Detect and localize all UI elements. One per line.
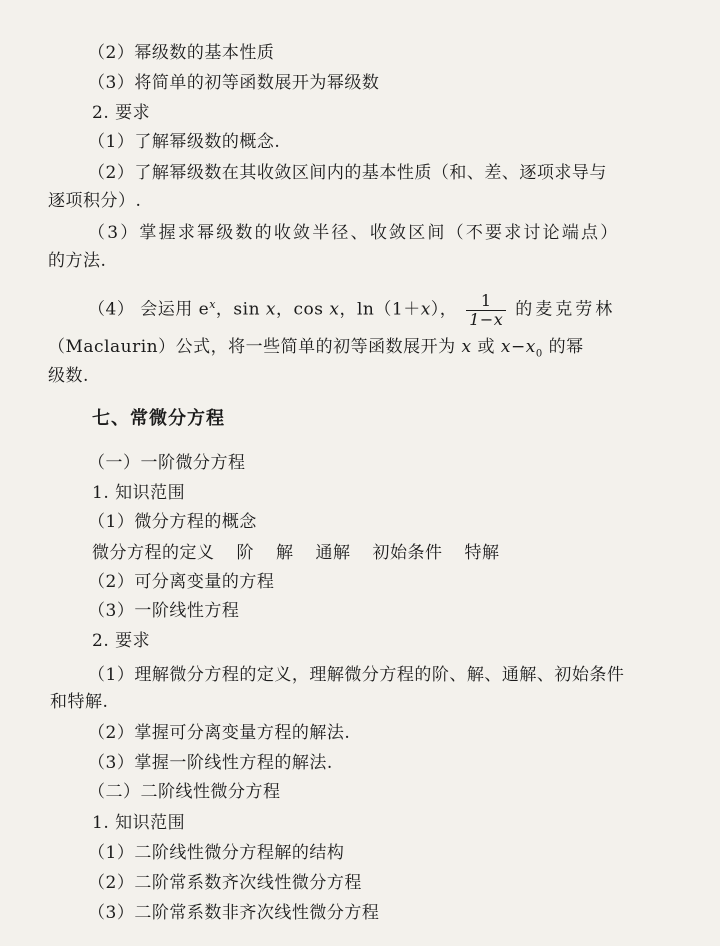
text-line: （3）掌握一阶线性方程的解法. <box>88 753 333 773</box>
text-line: 1. 知识范围 <box>92 813 186 833</box>
fraction: $\frac{1}{1-x}$ <box>466 292 506 329</box>
text-line: （一）一阶微分方程 <box>88 453 246 473</box>
text-line: 1. 知识范围 <box>92 483 186 503</box>
text-line: （3）将简单的初等函数展开为幂级数 <box>88 73 380 93</box>
text-line: （2）幂级数的基本性质 <box>88 43 275 63</box>
text-line: （二）二阶线性微分方程 <box>88 782 281 802</box>
text-line: 2. 要求 <box>92 103 151 123</box>
text-line: （3）掌握求幂级数的收敛半径、收敛区间（不要求讨论端点） <box>88 223 620 243</box>
text-line: （2）可分离变量的方程 <box>88 572 275 592</box>
text-line: （3）二阶常系数非齐次线性微分方程 <box>88 903 380 923</box>
text-line: （3）一阶线性方程 <box>88 601 240 621</box>
text-line: （Maclaurin）公式，将一些简单的初等函数展开为 x 或 $x-x_0$ 的幂 <box>48 337 584 360</box>
terms-line: 微分方程的定义 阶 解 通解 初始条件 特解 <box>92 543 500 563</box>
text-line: （2）了解幂级数在其收敛区间内的基本性质（和、差、逐项求导与 <box>88 163 607 183</box>
text-line: 的方法. <box>48 251 107 271</box>
text-line: （1）二阶线性微分方程解的结构 <box>88 843 345 863</box>
text-line: 和特解. <box>50 692 109 712</box>
text-line: 逐项积分）. <box>48 191 142 211</box>
text-line: （2）掌握可分离变量方程的解法. <box>88 723 351 743</box>
text-line: （1）了解幂级数的概念. <box>88 132 281 152</box>
text-line: 级数. <box>48 366 89 386</box>
section-heading: 七、常微分方程 <box>92 408 225 429</box>
text-line: （2）二阶常系数齐次线性微分方程 <box>88 873 362 893</box>
text-line: 2. 要求 <box>92 631 151 651</box>
formula-line: （4） 会运用 $e^x$，sin x，cos x，ln（1＋x）， $\frac{1}{1-x}$ 的麦克劳林 <box>88 290 616 329</box>
text-line: （1）微分方程的概念 <box>88 512 257 532</box>
text-line: （1）理解微分方程的定义，理解微分方程的阶、解、通解、初始条件 <box>88 665 625 685</box>
